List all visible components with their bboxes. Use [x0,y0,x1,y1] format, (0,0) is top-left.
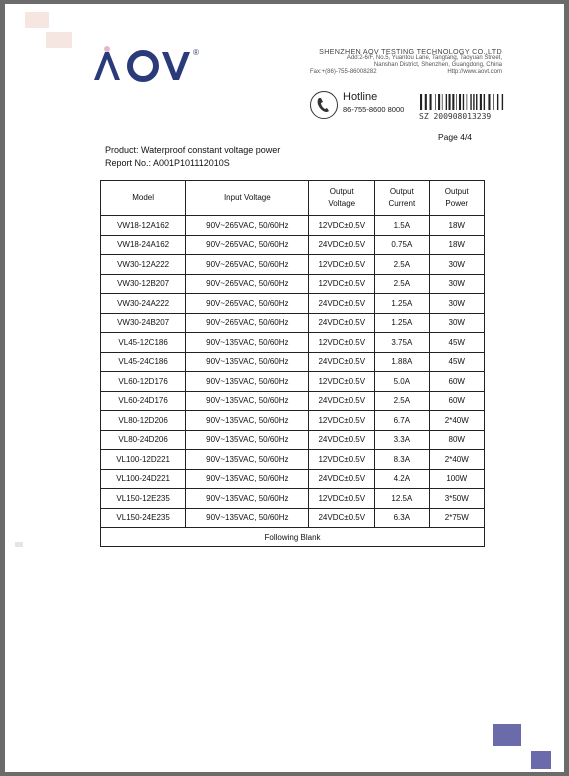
table-cell: 90V~135VAC, 50/60Hz [186,352,309,372]
table-header-row [101,181,485,216]
table-cell: 12VDC±0.5V [309,372,375,392]
table-cell: 90V~265VAC, 50/60Hz [186,313,309,333]
table-row [101,333,485,353]
table-cell: 90V~135VAC, 50/60Hz [186,411,309,431]
certificate-number: SZ 200908013239 [419,112,492,121]
table-cell: 45W [429,352,484,372]
report-number: Report No.: A001P101112010S [105,158,230,168]
following-blank: Following Blank [101,528,485,547]
table-cell: 90V~135VAC, 50/60Hz [186,430,309,450]
table-cell: 90V~135VAC, 50/60Hz [186,469,309,489]
header-cell [309,181,375,216]
table-cell: 24VDC±0.5V [309,235,375,255]
table-cell: 90V~135VAC, 50/60Hz [186,391,309,411]
address-line: Nanshan District, Shenzhen, Guangdong, China [373,62,502,68]
header-text: Output Current [388,187,416,208]
website: Http://www.aovt.com [447,69,502,75]
table-cell: 24VDC±0.5V [309,469,375,489]
table-row [101,430,485,450]
table-cell: 1.88A [375,352,429,372]
table-cell: VL45-24C186 [101,352,186,372]
table-cell: VL80-12D206 [101,411,186,431]
table-cell: 60W [429,372,484,392]
table-cell: 0.75A [375,235,429,255]
table-footer-row [101,528,485,547]
table-cell: VL150-24E235 [101,508,186,528]
table-cell: 6.3A [375,508,429,528]
table-cell: 24VDC±0.5V [309,352,375,372]
table-cell: VW30-24B207 [101,313,186,333]
table-cell: 90V~265VAC, 50/60Hz [186,235,309,255]
header-cell [429,181,484,216]
barcode [419,94,507,110]
scan-mark [15,542,23,547]
table-cell: VW18-12A162 [101,216,186,236]
table-row [101,274,485,294]
table-cell: 90V~265VAC, 50/60Hz [186,216,309,236]
table-cell: 2*40W [429,450,484,470]
table-cell: 90V~135VAC, 50/60Hz [186,450,309,470]
registered-mark: ® [193,48,199,57]
address-line: Add:2-6/F, No.5, Yuantou Lane, Tangtang, Taoyuan Street, [346,55,502,61]
table-cell: VL60-12D176 [101,372,186,392]
table-cell: 90V~265VAC, 50/60Hz [186,294,309,314]
table-row [101,372,485,392]
table-cell: 90V~135VAC, 50/60Hz [186,372,309,392]
table-cell: 90V~135VAC, 50/60Hz [186,489,309,509]
table-cell: 2.5A [375,255,429,275]
product-title: Product: Waterproof constant voltage power [105,145,281,155]
table-cell: 60W [429,391,484,411]
table-cell: VL60-24D176 [101,391,186,411]
table-row [101,391,485,411]
table-cell: 24VDC±0.5V [309,430,375,450]
table-cell: 12VDC±0.5V [309,489,375,509]
header-text: Output Voltage [328,187,356,208]
table-cell: 3*50W [429,489,484,509]
company-info [310,48,502,76]
table-cell: 6.7A [375,411,429,431]
table-cell: 3.3A [375,430,429,450]
fax-number: Fax:+(86)-755-86008282 [310,69,377,75]
table-row [101,235,485,255]
table-cell: 30W [429,313,484,333]
table-cell: 24VDC±0.5V [309,391,375,411]
table-cell: 5.0A [375,372,429,392]
aov-logo [90,44,202,91]
table-cell: VL100-12D221 [101,450,186,470]
table-row [101,411,485,431]
product-info [105,144,280,170]
scan-mark [46,32,72,48]
table-cell: 2.5A [375,274,429,294]
table-row [101,469,485,489]
address-line [310,69,502,76]
table-cell: 24VDC±0.5V [309,294,375,314]
table-row [101,216,485,236]
table-cell: 1.25A [375,294,429,314]
header-cell: Input Voltage [186,181,309,216]
page-number: Page 4/4 [438,132,473,142]
table-cell: 12VDC±0.5V [309,255,375,275]
table-cell: 2*75W [429,508,484,528]
header-text: Output Power [444,187,469,208]
table-cell: 12VDC±0.5V [309,411,375,431]
header-cell: Model [101,181,186,216]
table-cell: 4.2A [375,469,429,489]
scan-mark [25,12,49,28]
table-cell: 12VDC±0.5V [309,450,375,470]
table-row [101,255,485,275]
spec-table [100,180,485,547]
table-row [101,352,485,372]
table-row [101,313,485,333]
table-cell: 2.5A [375,391,429,411]
table-cell: VL45-12C186 [101,333,186,353]
stamp-mark [493,724,521,746]
phone-icon [310,91,338,119]
table-cell: 18W [429,235,484,255]
table-cell: 12.5A [375,489,429,509]
table-cell: 12VDC±0.5V [309,333,375,353]
table-cell: 24VDC±0.5V [309,508,375,528]
table-cell: 90V~135VAC, 50/60Hz [186,333,309,353]
table-row [101,489,485,509]
table-cell: 8.3A [375,450,429,470]
table-cell: 90V~265VAC, 50/60Hz [186,274,309,294]
table-cell: 1.5A [375,216,429,236]
table-cell: 12VDC±0.5V [309,274,375,294]
table-cell: 80W [429,430,484,450]
table-cell: 90V~135VAC, 50/60Hz [186,508,309,528]
header-cell [375,181,429,216]
table-cell: VL80-24D206 [101,430,186,450]
document-page [5,4,564,772]
table-cell: VL100-24D221 [101,469,186,489]
hotline-number: 86-755-8600 8000 [343,105,405,114]
hotline-label: Hotline [343,91,378,103]
table-cell: 12VDC±0.5V [309,216,375,236]
stamp-mark [531,751,551,769]
table-cell: 30W [429,274,484,294]
table-cell: VW30-12A222 [101,255,186,275]
table-cell: 30W [429,255,484,275]
table-cell: 24VDC±0.5V [309,313,375,333]
table-row [101,508,485,528]
table-cell: 100W [429,469,484,489]
table-cell: VW30-12B207 [101,274,186,294]
table-cell: 30W [429,294,484,314]
table-cell: 1.25A [375,313,429,333]
table-row [101,294,485,314]
table-cell: 3.75A [375,333,429,353]
table-cell: 18W [429,216,484,236]
company-name: SHENZHEN AOV TESTING TECHNOLOGY CO.,LTD [319,47,502,56]
table-cell: VL150-12E235 [101,489,186,509]
table-cell: VW18-24A162 [101,235,186,255]
table-cell: VW30-24A222 [101,294,186,314]
table-cell: 90V~265VAC, 50/60Hz [186,255,309,275]
table-row [101,450,485,470]
table-cell: 2*40W [429,411,484,431]
hotline-block [308,89,508,129]
table-cell: 45W [429,333,484,353]
